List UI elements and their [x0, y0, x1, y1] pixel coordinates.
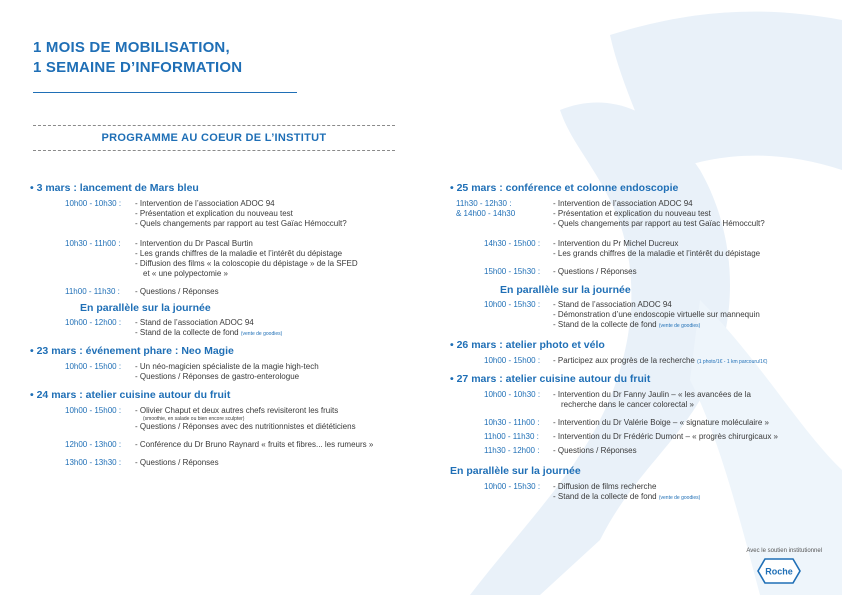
schedule-entry — [450, 432, 830, 446]
time-slot: 10h00 - 10h30 : — [484, 390, 541, 399]
support-caption: Avec le soutien institutionnel — [746, 548, 822, 554]
section-25-mars: • 25 mars : conférence et colonne endoscopie — [450, 182, 679, 194]
schedule-entry — [450, 300, 830, 338]
entry-description: - Diffusion de films recherche - Stand de la collecte de fond (vente de goodies) — [553, 482, 701, 501]
divider-top — [33, 125, 395, 126]
photo-note: (1 photo/1€ - 1 km parcouru/1€) — [697, 359, 768, 365]
goodies-note: (vente de goodies) — [658, 323, 701, 329]
roche-logo — [757, 558, 801, 584]
schedule-entry — [450, 390, 830, 418]
time-slot: 10h00 - 10h30 : — [65, 199, 122, 208]
time-slot: 10h30 - 11h00 : — [65, 239, 121, 248]
entry-description: - Questions / Réponses — [553, 267, 637, 276]
time-slot: 10h00 - 15h00 : — [65, 362, 122, 371]
time-slot: 10h30 - 11h00 : — [484, 418, 540, 427]
time-slot: 11h00 - 11h30 : — [65, 287, 120, 296]
time-slot: 10h00 - 15h30 : — [484, 300, 541, 309]
time-slot: 11h30 - 12h00 : — [484, 446, 540, 455]
time-slot: 11h30 - 12h30 : & 14h00 - 14h30 — [456, 199, 516, 218]
entry-description: - Questions / Réponses — [553, 446, 637, 455]
entry-description: - Intervention de l’association ADOC 94 - Présentation et explication du nouveau test - Quels changements par rapport au test Gaïac Hémoccult? — [135, 199, 347, 228]
page-title — [33, 38, 242, 78]
schedule-entry — [450, 482, 830, 508]
time-slot: 10h00 - 15h30 : — [484, 482, 541, 491]
schedule-entry — [30, 318, 430, 344]
entry-description: - Questions / Réponses — [135, 458, 219, 467]
schedule-entry — [450, 239, 830, 267]
left-column — [30, 181, 430, 472]
time-slot: 10h00 - 15h00 : — [65, 406, 122, 415]
logo-text: Roche — [765, 566, 793, 577]
schedule-entry — [30, 362, 430, 388]
time-slot: 12h00 - 13h00 : — [65, 440, 122, 449]
entry-description: - Intervention du Dr Fanny Jaulin – « les avancées de la recherche dans le cancer colorectal » — [553, 390, 751, 409]
schedule-entry — [30, 440, 430, 458]
entry-description: - Intervention du Dr Pascal Burtin - Les grands chiffres de la maladie et l’intérêt du dépistage - Diffusion des films « la coloscopie du dépistage » de la SFED et « une polypectomie » — [135, 239, 358, 278]
goodies-note: (vente de goodies) — [240, 331, 283, 337]
entry-description: - Stand de l’association ADOC 94 - Stand de la collecte de fond (vente de goodies) — [135, 318, 283, 337]
parallel-heading: En parallèle sur la journée — [500, 284, 631, 296]
schedule-entry — [30, 239, 430, 287]
time-slot: 15h00 - 15h30 : — [484, 267, 541, 276]
entry-description: - Un néo-magicien spécialiste de la magie high-tech - Questions / Réponses de gastro-enterologue — [135, 362, 319, 381]
entry-description: - Questions / Réponses — [135, 287, 219, 296]
section-26-mars: • 26 mars : atelier photo et vélo — [450, 339, 605, 351]
schedule-entry — [450, 267, 830, 283]
schedule-entry — [30, 406, 430, 440]
schedule-entry — [30, 458, 430, 472]
schedule-entry — [30, 199, 430, 239]
entry-description: - Intervention du Dr Valérie Boige – « signature moléculaire » — [553, 418, 769, 427]
goodies-note: (vente de goodies) — [658, 495, 701, 501]
entry-description: - Stand de l’association ADOC 94 - Démonstration d’une endoscopie virtuelle sur mannequin - Stand de la collecte de fond (vente de goodies) — [553, 300, 760, 329]
entry-description: - Intervention de l’association ADOC 94 - Présentation et explication du nouveau test - Quels changements par rapport au test Gaïac Hémoccult? — [553, 199, 765, 228]
section-24-mars: • 24 mars : atelier cuisine autour du fruit — [30, 389, 231, 401]
schedule-entry — [30, 287, 430, 301]
section-3-mars: • 3 mars : lancement de Mars bleu — [30, 182, 199, 194]
entry-description: - Participez aux progrès de la recherche (1 photo/1€ - 1 km parcouru/1€) — [553, 356, 768, 365]
title-line-2: 1 SEMAINE D’INFORMATION — [33, 59, 243, 76]
programme-heading: PROGRAMME AU COEUR DE L’INSTITUT — [101, 132, 327, 144]
right-column — [450, 181, 830, 508]
entry-description: - Conférence du Dr Bruno Raynard « fruits et fibres... les rumeurs » — [135, 440, 374, 449]
section-27-mars: • 27 mars : atelier cuisine autour du fruit — [450, 373, 651, 385]
entry-description: - Olivier Chaput et deux autres chefs revisiteront les fruits (smoothie, en salade ou bien encore sculpter) - Questions / Réponses avec des nutritionnistes et diététiciens — [135, 406, 356, 431]
entry-description: - Intervention du Pr Michel Ducreux - Les grands chiffres de la maladie et l’intérêt du dépistage — [553, 239, 761, 258]
schedule-entry — [450, 356, 830, 372]
parallel-heading: En parallèle sur la journée — [80, 302, 211, 314]
entry-description: - Intervention du Dr Frédéric Dumont – « progrès chirurgicaux » — [553, 432, 778, 441]
time-slot: 13h00 - 13h30 : — [65, 458, 122, 467]
schedule-entry — [450, 418, 830, 432]
time-slot: 10h00 - 15h00 : — [484, 356, 541, 365]
time-slot: 10h00 - 12h00 : — [65, 318, 122, 327]
time-slot: 11h00 - 11h30 : — [484, 432, 539, 441]
schedule-entry — [450, 199, 830, 239]
parallel-heading-27-mars: En parallèle sur la journée — [450, 465, 581, 477]
title-line-1: 1 MOIS DE MOBILISATION, — [33, 39, 230, 56]
section-23-mars: • 23 mars : événement phare : Neo Magie — [30, 345, 234, 357]
schedule-entry — [450, 446, 830, 464]
time-slot: 14h30 - 15h00 : — [484, 239, 541, 248]
divider-bottom — [33, 150, 395, 151]
title-underline — [33, 92, 297, 93]
